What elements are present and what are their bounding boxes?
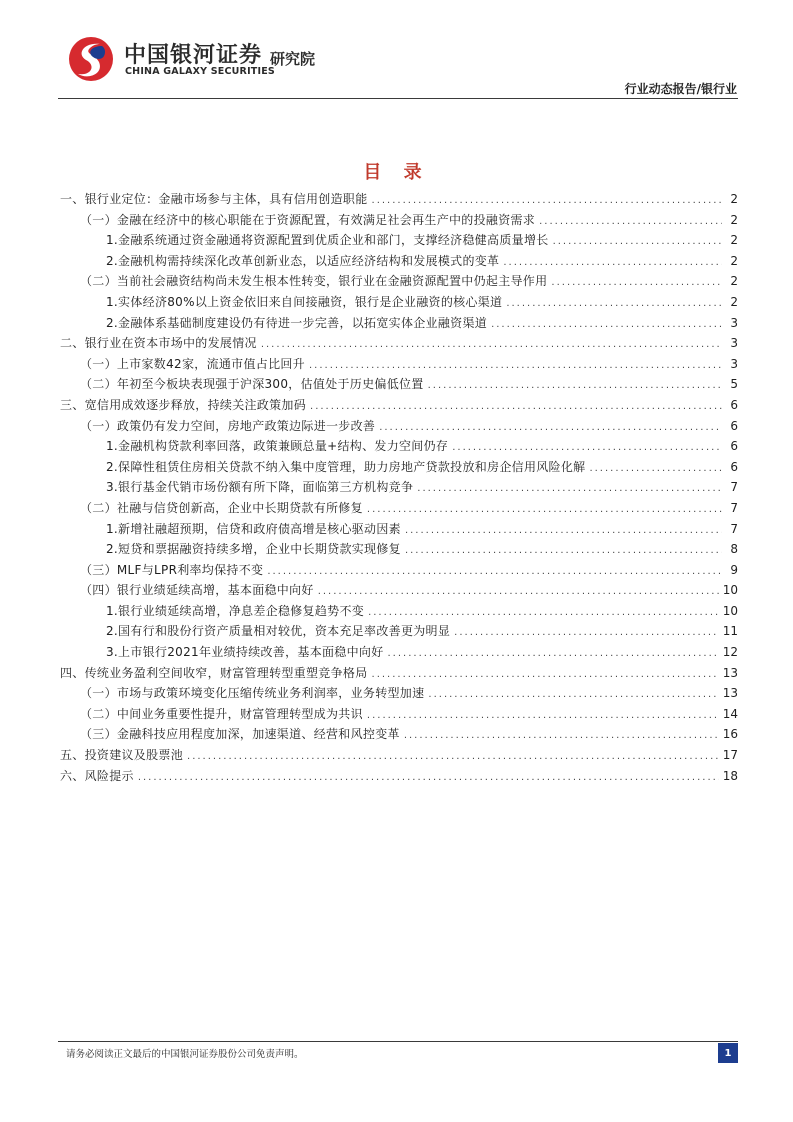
toc-entry-page: 10 — [722, 603, 738, 618]
brand-name-en: CHINA GALAXY SECURITIES — [125, 66, 275, 77]
toc-entry-page: 5 — [730, 377, 738, 392]
toc-leader-dots — [309, 360, 722, 371]
toc-leader-dots — [261, 339, 722, 350]
toc-entry-text: 1.银行业绩延续高增，净息差企稳修复趋势不变 — [106, 603, 365, 618]
toc-entry-page: 13 — [722, 665, 738, 680]
toc-title: 目 录 — [363, 162, 430, 183]
toc-entry-page: 7 — [730, 500, 738, 515]
toc-entry[interactable] — [60, 458, 738, 479]
toc-leader-dots — [506, 298, 722, 309]
toc-entry[interactable] — [60, 622, 738, 643]
toc-leader-dots — [539, 216, 722, 227]
toc-leader-dots — [367, 710, 719, 721]
toc-entry-page: 11 — [722, 624, 738, 639]
toc-entry-text: 3.上市银行2021年业绩持续改善，基本面稳中向好 — [106, 645, 384, 660]
footer-disclaimer: 请务必阅读正文最后的中国银河证券股份公司免责声明。 — [66, 1049, 304, 1060]
toc-entry-page: 6 — [730, 397, 738, 412]
toc-entry[interactable] — [60, 602, 738, 623]
toc-entry-text: （二）当前社会融资结构尚未发生根本性转变，银行业在金融资源配置中仍起主导作用 — [80, 274, 548, 289]
toc-entry[interactable] — [60, 705, 738, 726]
toc-entry[interactable] — [60, 725, 738, 746]
toc-leader-dots — [138, 772, 719, 783]
toc-entry[interactable] — [60, 767, 738, 788]
footer-divider — [58, 1041, 738, 1042]
toc-entry-text: （三）MLF与LPR利率均保持不变 — [80, 562, 264, 577]
toc-entry[interactable] — [60, 396, 738, 417]
toc-entry-page: 9 — [730, 562, 738, 577]
toc-entry[interactable] — [60, 293, 738, 314]
toc-entry-page: 7 — [730, 480, 738, 495]
toc-entry[interactable] — [60, 375, 738, 396]
toc-leader-dots — [388, 648, 719, 659]
toc-entry[interactable] — [60, 520, 738, 541]
toc-leader-dots — [367, 504, 722, 515]
toc-entry-page: 2 — [730, 212, 738, 227]
toc-entry-text: 2.金融机构需持续深化改革创新业态，以适应经济结构和发展模式的变革 — [106, 253, 500, 268]
toc-entry[interactable] — [60, 561, 738, 582]
toc-entry-page: 17 — [722, 748, 738, 763]
toc-entry-text: （一）政策仍有发力空间，房地产政策边际进一步改善 — [80, 418, 376, 433]
toc-leader-dots — [310, 401, 722, 412]
toc-entry[interactable] — [60, 231, 738, 252]
toc-leader-dots — [187, 751, 719, 762]
toc-entry[interactable] — [60, 437, 738, 458]
toc-entry[interactable] — [60, 355, 738, 376]
toc-entry[interactable] — [60, 746, 738, 767]
toc-entry-page: 3 — [730, 315, 738, 330]
toc-entry-page: 7 — [730, 521, 738, 536]
toc-entry-page: 10 — [722, 583, 738, 598]
toc-entry-text: 四、传统业务盈利空间收窄，财富管理转型重塑竞争格局 — [60, 665, 368, 680]
toc-entry-text: 1.金融机构贷款利率回落，政策兼顾总量+结构、发力空间仍存 — [106, 439, 449, 454]
toc-leader-dots — [503, 257, 722, 268]
toc-entry[interactable] — [60, 664, 738, 685]
toc-entry-text: 2.短贷和票据融资持续多增，企业中长期贷款实现修复 — [106, 542, 401, 557]
toc-entry-text: 2.保障性租赁住房相关贷款不纳入集中度管理，助力房地产贷款投放和房企信用风险化解 — [106, 459, 586, 474]
toc-entry[interactable] — [60, 314, 738, 335]
page-header — [0, 0, 793, 100]
toc-leader-dots — [452, 442, 722, 453]
toc-leader-dots — [318, 586, 719, 597]
toc-entry-text: 三、宽信用成效逐步释放，持续关注政策加码 — [60, 397, 307, 412]
toc-entry-page: 8 — [730, 542, 738, 557]
toc-entry-text: （一）市场与政策环境变化压缩传统业务利润率，业务转型加速 — [80, 686, 425, 701]
toc-entry[interactable] — [60, 190, 738, 211]
toc-entry-text: 二、银行业在资本市场中的发展情况 — [60, 336, 257, 351]
toc-entry[interactable] — [60, 478, 738, 499]
toc-entry[interactable] — [60, 643, 738, 664]
toc-entry-text: 3.银行基金代销市场份额有所下降，面临第三方机构竞争 — [106, 480, 414, 495]
toc-entry-page: 14 — [722, 706, 738, 721]
toc-entry-text: （四）银行业绩延续高增，基本面稳中向好 — [80, 583, 314, 598]
toc-entry-page: 18 — [722, 768, 738, 783]
brand-name-cn: 中国银河证券 — [124, 43, 263, 68]
toc-entry-text: （二）年初至今板块表现强于沪深300，估值处于历史偏低位置 — [80, 377, 424, 392]
page-number: 1 — [718, 1043, 738, 1063]
toc-entry-text: （一）上市家数42家，流通市值占比回升 — [80, 356, 305, 371]
toc-entry[interactable] — [60, 540, 738, 561]
toc-entry[interactable] — [60, 272, 738, 293]
toc-leader-dots — [454, 627, 719, 638]
toc-leader-dots — [428, 380, 722, 391]
toc-entry-page: 2 — [730, 253, 738, 268]
toc-entry-text: 1.金融系统通过资金融通将资源配置到优质企业和部门，支撑经济稳健高质量增长 — [106, 233, 549, 248]
toc-entry-page: 2 — [730, 233, 738, 248]
table-of-contents — [60, 190, 738, 787]
toc-entry[interactable] — [60, 417, 738, 438]
toc-entry-text: 1.实体经济80%以上资金依旧来自间接融资，银行是企业融资的核心渠道 — [106, 294, 503, 309]
toc-entry[interactable] — [60, 211, 738, 232]
toc-leader-dots — [405, 545, 722, 556]
toc-leader-dots — [491, 319, 722, 330]
toc-entry-page: 6 — [730, 439, 738, 454]
toc-entry-page: 3 — [730, 356, 738, 371]
toc-leader-dots — [379, 422, 722, 433]
toc-entry-page: 2 — [730, 192, 738, 206]
toc-entry-text: （二）社融与信贷创新高，企业中长期贷款有所修复 — [80, 500, 363, 515]
brand-department: 研究院 — [270, 50, 316, 68]
report-type: 行业动态报告/银行业 — [624, 82, 737, 96]
toc-entry-text: （二）中间业务重要性提升，财富管理转型成为共识 — [80, 706, 363, 721]
toc-entry-text: （一）金融在经济中的核心职能在于资源配置，有效满足社会再生产中的投融资需求 — [80, 212, 536, 227]
toc-leader-dots — [405, 525, 722, 536]
toc-leader-dots — [589, 463, 722, 474]
toc-entry-page: 2 — [730, 274, 738, 289]
toc-entry-text: 1.新增社融超预期，信贷和政府债高增是核心驱动因素 — [106, 521, 401, 536]
toc-leader-dots — [417, 483, 722, 494]
toc-entry-page: 16 — [722, 727, 738, 742]
toc-leader-dots — [553, 236, 722, 247]
toc-entry-text: 六、风险提示 — [60, 768, 134, 783]
toc-entry-page: 3 — [730, 336, 738, 351]
toc-entry-text: 2.国有行和股份行资产质量相对较优，资本充足率改善更为明显 — [106, 624, 451, 639]
toc-entry[interactable] — [60, 252, 738, 273]
toc-entry[interactable] — [60, 684, 738, 705]
toc-entry-page: 12 — [722, 645, 738, 660]
toc-entry[interactable] — [60, 581, 738, 602]
toc-entry-page: 6 — [730, 418, 738, 433]
toc-leader-dots — [428, 689, 718, 700]
toc-leader-dots — [551, 277, 722, 288]
toc-leader-dots — [267, 566, 722, 577]
toc-entry-text: 五、投资建议及股票池 — [60, 748, 184, 763]
galaxy-logo-icon — [66, 34, 116, 84]
header-divider — [58, 98, 738, 99]
toc-entry-page: 2 — [730, 294, 738, 309]
toc-entry-page: 6 — [730, 459, 738, 474]
toc-leader-dots — [372, 669, 719, 680]
toc-entry-text: （三）金融科技应用程度加深，加速渠道、经营和风控变革 — [80, 727, 400, 742]
toc-entry[interactable] — [60, 499, 738, 520]
toc-entry-page: 13 — [722, 686, 738, 701]
toc-leader-dots — [372, 195, 722, 206]
toc-entry[interactable] — [60, 334, 738, 355]
toc-leader-dots — [404, 730, 719, 741]
toc-entry-text: 一、银行业定位：金融市场参与主体，具有信用创造职能 — [60, 192, 368, 206]
toc-entry-text: 2.金融体系基础制度建设仍有待进一步完善，以拓宽实体企业融资渠道 — [106, 315, 488, 330]
toc-leader-dots — [368, 607, 719, 618]
